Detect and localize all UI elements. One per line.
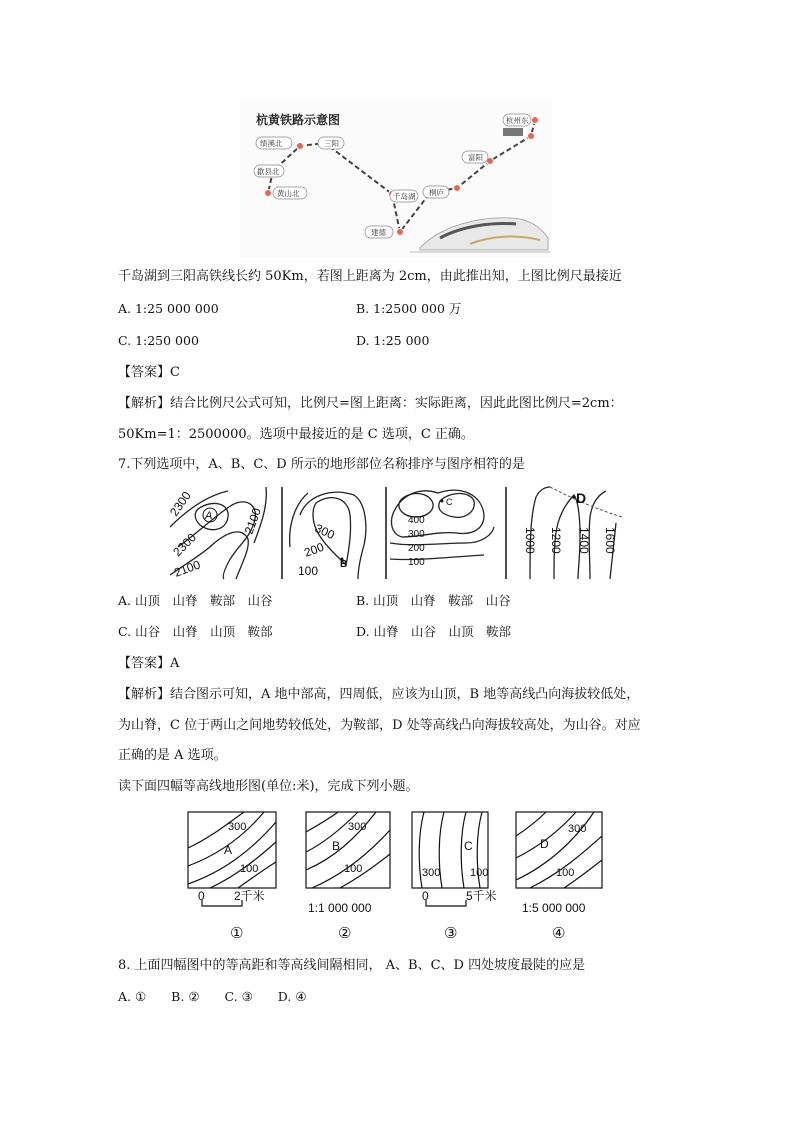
map3-label-300: 300 xyxy=(422,867,441,879)
station-label-jiande: 建德 xyxy=(371,228,386,237)
contour-label: 2100 xyxy=(241,506,264,537)
contour-label: 200 xyxy=(408,543,425,554)
q6-answer: 【答案】C xyxy=(118,365,180,380)
q8-options: A. ① B. ② C. ③ D. ④ xyxy=(118,989,307,1004)
station-dot xyxy=(265,190,272,197)
point-d-label: D xyxy=(576,490,587,506)
contour-maps-figure xyxy=(180,808,610,944)
station-dot xyxy=(528,133,535,140)
contour-label: 100 xyxy=(408,557,425,568)
station-dot xyxy=(454,185,461,192)
station-label-tonglu: 桐庐 xyxy=(429,188,444,197)
map4-label-300: 300 xyxy=(568,823,587,835)
station-label-shexian-north: 歙县北 xyxy=(257,167,280,176)
contour-label: 2100 xyxy=(172,557,203,580)
q7-answer: 【答案】A xyxy=(118,656,180,671)
map4-scale: 1:5 000 000 xyxy=(522,901,586,915)
map1-scale-zero: 0 xyxy=(198,889,205,903)
point-c-label: C xyxy=(446,497,453,507)
station-label-hangzhou-east: 杭州东 xyxy=(506,116,529,125)
map3-label-100: 100 xyxy=(470,867,489,879)
q7-option-a: A. 山顶 山脊 鞍部 山谷 xyxy=(118,593,273,608)
station-dot xyxy=(397,229,404,236)
station-label-sanyang: 三阳 xyxy=(324,139,339,148)
q6-option-a: A. 1:25 000 000 xyxy=(118,301,219,316)
map1-scale-length: 2千米 xyxy=(234,889,265,903)
map4-point: D xyxy=(540,837,549,851)
map3-number: ③ xyxy=(444,925,458,942)
map3-scale-zero: 0 xyxy=(422,889,429,903)
station-label-fuyang: 富阳 xyxy=(468,153,483,162)
q6-stem: 千岛湖到三阳高铁线长约 50Km，若图上距离为 2cm，由此推出知，上图比例尺最接近 xyxy=(118,269,622,284)
q7-analysis-line1: 【解析】结合图示可知，A 地中部高，四周低，应该为山顶，B 地等高线凸向海拔较低处， xyxy=(118,687,640,702)
map2-scale: 1:1 000 000 xyxy=(308,901,372,915)
map1-point: A xyxy=(224,843,233,857)
contour-label: 300 xyxy=(408,529,425,540)
contour-maps-intro: 读下面四幅等高线地形图(单位:米)，完成下列小题。 xyxy=(118,779,419,794)
contour-label: 1200 xyxy=(549,527,563,554)
railway-map-figure xyxy=(240,98,552,258)
station-label-huangshan-north: 黄山北 xyxy=(277,189,300,198)
map1-label-100: 100 xyxy=(240,863,259,875)
contour-label: 400 xyxy=(408,515,425,526)
q7-option-c: C. 山谷 山脊 山顶 鞍部 xyxy=(118,624,273,639)
map4-number: ④ xyxy=(552,925,566,942)
contour-label: 2300 xyxy=(170,530,200,560)
map4-label-100: 100 xyxy=(556,867,575,879)
station-dot xyxy=(297,143,304,150)
map1-number: ① xyxy=(230,925,244,942)
q8-stem: 8. 上面四幅图中的等高距和等高线间隔相同， A、B、C、D 四处坡度最陡的应是 xyxy=(118,958,586,973)
map2-label-100: 100 xyxy=(344,863,363,875)
contour-label: 300 xyxy=(312,521,337,543)
q7-contour-figure xyxy=(166,487,622,580)
q6-option-c: C. 1:250 000 xyxy=(118,333,199,348)
q7-analysis-line3: 正确的是 A 选项。 xyxy=(118,748,227,763)
contour-label: 1400 xyxy=(577,527,591,554)
station-label-qiandaohu: 千岛湖 xyxy=(393,192,416,201)
map2-point: B xyxy=(332,839,341,853)
q7-option-d: D. 山脊 山谷 山顶 鞍部 xyxy=(356,624,512,639)
q6-analysis-line1: 【解析】结合比例尺公式可知，比例尺=图上距离：实际距离，因此此图比例尺=2cm： xyxy=(118,396,623,411)
map3-scale-length: 5千米 xyxy=(466,889,497,903)
contour-label: 2300 xyxy=(166,488,194,519)
contour-label: 1000 xyxy=(523,527,537,554)
point-a-label: A xyxy=(205,510,213,522)
q6-option-d: D. 1:25 000 xyxy=(356,333,430,348)
q7-analysis-line2: 为山脊，C 位于两山之间地势较低处，为鞍部，D 处等高线凸向海拔较高处，为山谷。对应 xyxy=(118,718,641,733)
contour-label: 200 xyxy=(302,539,326,560)
q7-option-b: B. 山顶 山脊 鞍部 山谷 xyxy=(356,593,511,608)
q7-stem: 7.下列选项中，A、B、C、D 所示的地形部位名称排序与图序相符的是 xyxy=(118,457,525,472)
q6-analysis-line2: 50Km=1：2500000。选项中最接近的是 C 选项，C 正确。 xyxy=(118,427,474,442)
q6-option-b: B. 1:2500 000 万 xyxy=(356,301,462,316)
railway-map-title: 杭黄铁路示意图 xyxy=(256,113,341,127)
map2-label-300: 300 xyxy=(348,821,367,833)
contour-label: 1600 xyxy=(603,527,617,554)
point-b-label: B xyxy=(340,559,348,570)
contour-label: 100 xyxy=(298,564,319,578)
station-dot xyxy=(532,117,539,124)
map2-number: ② xyxy=(338,925,352,942)
map3-point: C xyxy=(464,839,473,853)
station-label-jixi-north: 绩溪北 xyxy=(260,139,283,148)
map1-label-300: 300 xyxy=(228,821,247,833)
